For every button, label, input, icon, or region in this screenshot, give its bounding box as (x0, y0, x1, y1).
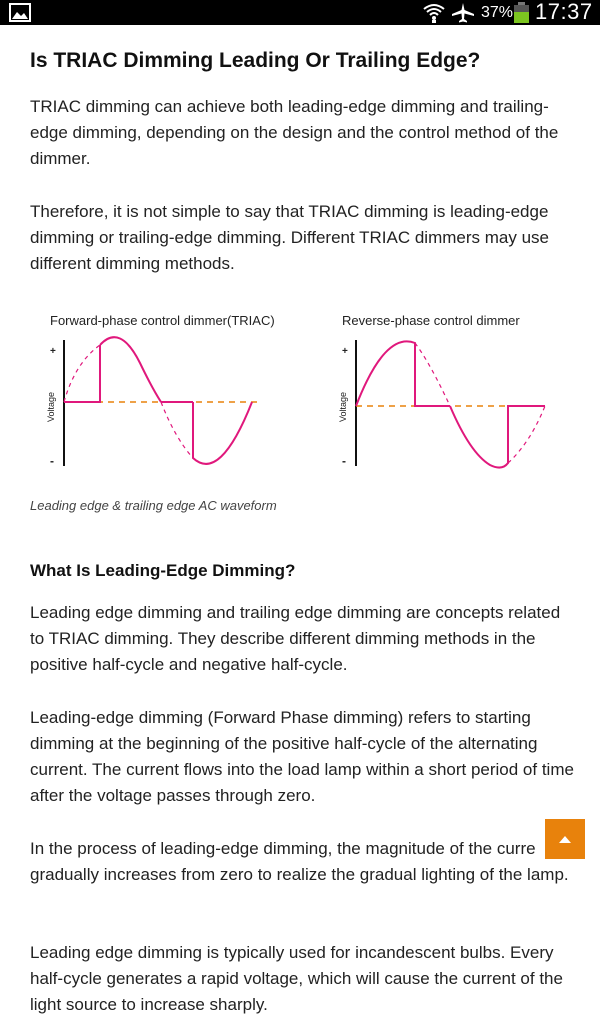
paragraph-1: TRIAC dimming can achieve both leading-edge dimming and trailing-edge dimming, depending on the design and the control method of the dimmer. (30, 97, 559, 168)
article-title: Is TRIAC Dimming Leading Or Trailing Edge? (30, 49, 481, 72)
right-axis-label: Voltage (338, 391, 348, 422)
airplane-mode-icon (450, 2, 476, 23)
battery-percent: 37% (481, 4, 514, 21)
gallery-icon (9, 3, 31, 22)
right-minus-sign: - (342, 454, 346, 468)
section-heading: What Is Leading-Edge Dimming? (30, 561, 296, 580)
wifi-icon (422, 2, 446, 23)
paragraph-5-line-1 (30, 836, 575, 888)
back-to-top-button[interactable] (545, 819, 585, 859)
right-diagram-title: Reverse-phase control dimmer (342, 313, 520, 328)
status-clock: 17:37 (535, 0, 593, 24)
arrow-up-icon (545, 819, 585, 859)
paragraph-3: Leading edge dimming and trailing edge dimming are concepts related to TRIAC dimming. They describe different dimming methods in the positive half-cycle and negative half-cycle. (30, 603, 561, 674)
paragraph-5: In the process of leading-edge dimming, the magnitude of the curre gradually increases from zero to realize the gradual lighting of the lamp. (30, 839, 569, 884)
battery-icon (513, 2, 530, 23)
left-axis-label: Voltage (46, 391, 56, 422)
left-diagram-title: Forward-phase control dimmer(TRIAC) (50, 313, 275, 328)
paragraph-4: Leading-edge dimming (Forward Phase dimming) refers to starting dimming at the beginning of the positive half-cycle of the alternating current. The current flows into the load lamp within a short period of time after the voltage passes through zero. (30, 708, 574, 805)
paragraph-6: Leading edge dimming is typically used for incandescent bulbs. Every half-cycle generates a rapid voltage, which will cause the current of the light source to increase sharply. (30, 943, 563, 1014)
right-plus-sign: + (342, 346, 348, 357)
left-plus-sign: + (50, 346, 56, 357)
status-bar (0, 0, 600, 25)
left-minus-sign: - (50, 454, 54, 468)
waveform-diagram (30, 303, 568, 488)
waveform-figure (30, 303, 568, 488)
paragraph-2: Therefore, it is not simple to say that TRIAC dimming is leading-edge dimming or trailing-edge dimming. Different TRIAC dimmers may use different dimming methods. (30, 202, 549, 273)
figure-caption: Leading edge & trailing edge AC waveform (30, 498, 277, 513)
